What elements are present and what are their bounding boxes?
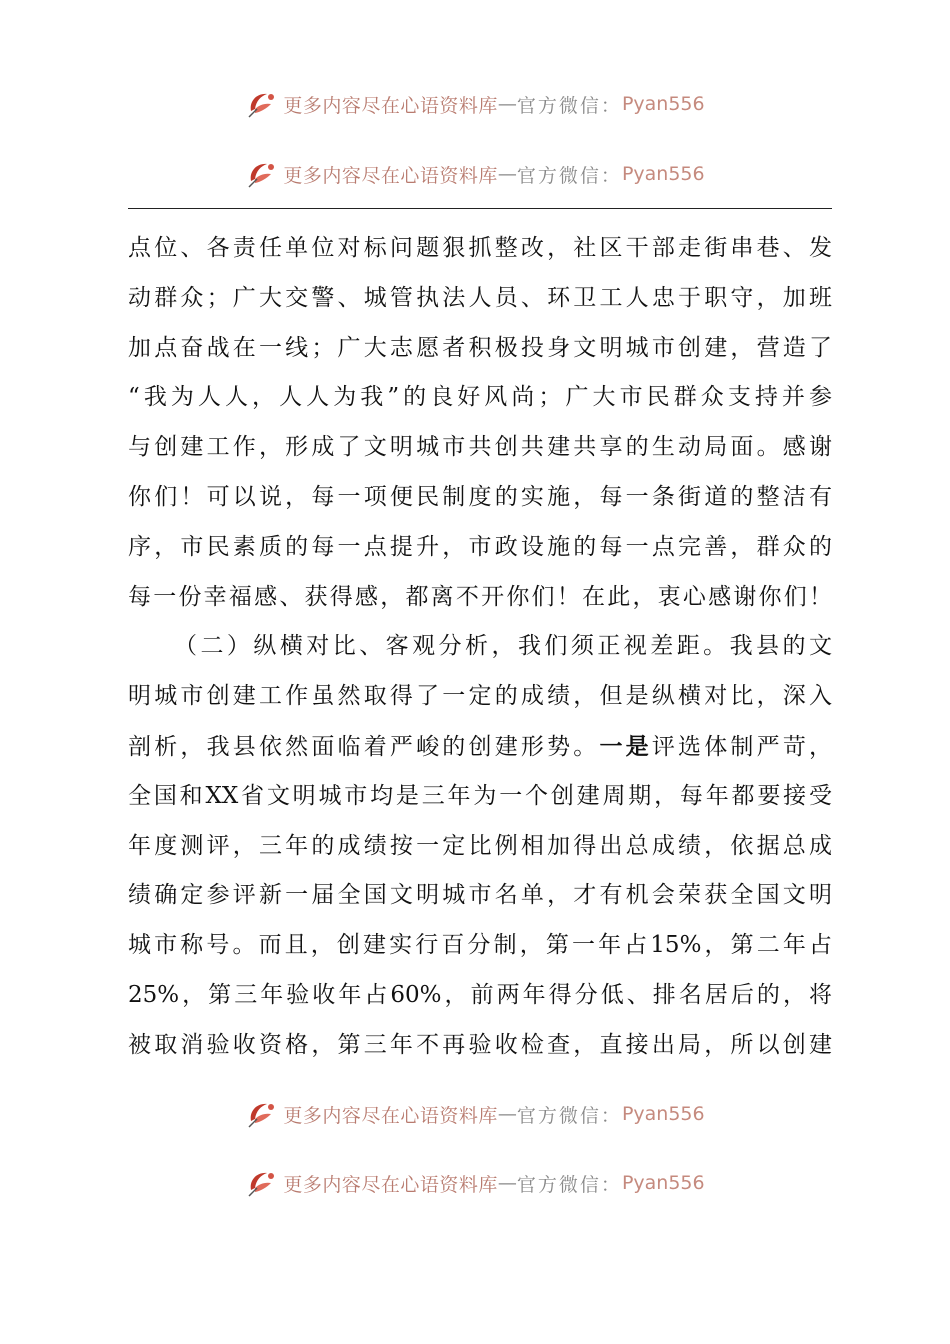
watermark-wechat-id: Pyan556 xyxy=(621,1103,705,1125)
text-line: 25%，第三年验收年占60%，前两年得分低、排名居后的，将 xyxy=(128,981,832,1008)
watermark-dash: — xyxy=(497,163,517,185)
document-body xyxy=(128,224,832,1071)
watermark-text: 更多内容尽在心语资料库 xyxy=(283,94,498,117)
paragraph-2 xyxy=(128,622,832,1070)
watermark-banner xyxy=(0,1094,950,1134)
watermark-text: 更多内容尽在心语资料库 xyxy=(283,1173,498,1196)
watermark-dash: — xyxy=(497,1172,517,1194)
watermark-wechat-id: Pyan556 xyxy=(621,1172,705,1194)
watermark-text: 更多内容尽在心语资料库 xyxy=(283,1104,498,1127)
text-line: 年度测评，三年的成绩按一定比例相加得出总成绩，依据总成 xyxy=(128,832,832,859)
watermark-wechat-id: Pyan556 xyxy=(621,163,705,185)
watermark-banner xyxy=(0,154,950,194)
text-line: （二）纵横对比、客观分析，我们须正视差距。我县的文 xyxy=(174,633,832,660)
watermark-dash: — xyxy=(497,93,517,115)
watermark-wechat-label: 官方微信： xyxy=(516,1104,622,1127)
text-line: 明城市创建工作虽然取得了一定的成绩，但是纵横对比，深入 xyxy=(128,683,832,710)
pen-nib-logo-icon xyxy=(245,1097,279,1131)
header-divider xyxy=(128,208,832,209)
text-segment: 剖析，我县依然面临着严峻的创建形势。 xyxy=(128,733,600,760)
pen-nib-logo-icon xyxy=(245,87,279,121)
watermark-wechat-label: 官方微信： xyxy=(516,164,622,187)
paragraph-1 xyxy=(128,224,832,622)
text-line: 你们！可以说，每一项便民制度的实施，每一条街道的整洁有 xyxy=(128,483,832,510)
watermark-text: 更多内容尽在心语资料库 xyxy=(283,164,498,187)
text-line: 每一份幸福感、获得感，都离不开你们！在此，衷心感谢你们！ xyxy=(128,583,832,610)
watermark-banner xyxy=(0,1163,950,1203)
pen-nib-logo-icon xyxy=(245,157,279,191)
watermark-banner xyxy=(0,84,950,124)
text-line: 被取消验收资格，第三年不再验收检查，直接出局，所以创建 xyxy=(128,1031,832,1058)
text-line: 序，市民素质的每一点提升，市政设施的每一点完善，群众的 xyxy=(128,533,832,560)
text-segment: 评选体制严苛， xyxy=(651,733,833,760)
text-line: “我为人人，人人为我”的良好风尚；广大市民群众支持并参 xyxy=(128,384,832,411)
watermark-dash: — xyxy=(497,1103,517,1125)
pen-nib-logo-icon xyxy=(245,1166,279,1200)
watermark-wechat-id: Pyan556 xyxy=(621,93,705,115)
text-line: 城市称号。而且，创建实行百分制，第一年占15%，第二年占 xyxy=(128,932,832,959)
text-line: 动群众；广大交警、城管执法人员、环卫工人忠于职守，加班 xyxy=(128,284,832,311)
text-line: 点位、各责任单位对标问题狠抓整改，社区干部走街串巷、发 xyxy=(128,235,832,261)
watermark-wechat-label: 官方微信： xyxy=(516,94,622,117)
emphasis-label: 一是 xyxy=(599,732,652,760)
watermark-wechat-label: 官方微信： xyxy=(516,1173,622,1196)
text-line-with-emphasis xyxy=(128,722,832,772)
text-line: 与创建工作，形成了文明城市共创共建共享的生动局面。感谢 xyxy=(128,434,832,461)
text-line: 加点奋战在一线；广大志愿者积极投身文明城市创建，营造了 xyxy=(128,334,832,361)
text-line: 全国和XX省文明城市均是三年为一个创建周期，每年都要接受 xyxy=(128,782,832,809)
text-line: 绩确定参评新一届全国文明城市名单，才有机会荣获全国文明 xyxy=(128,882,832,909)
